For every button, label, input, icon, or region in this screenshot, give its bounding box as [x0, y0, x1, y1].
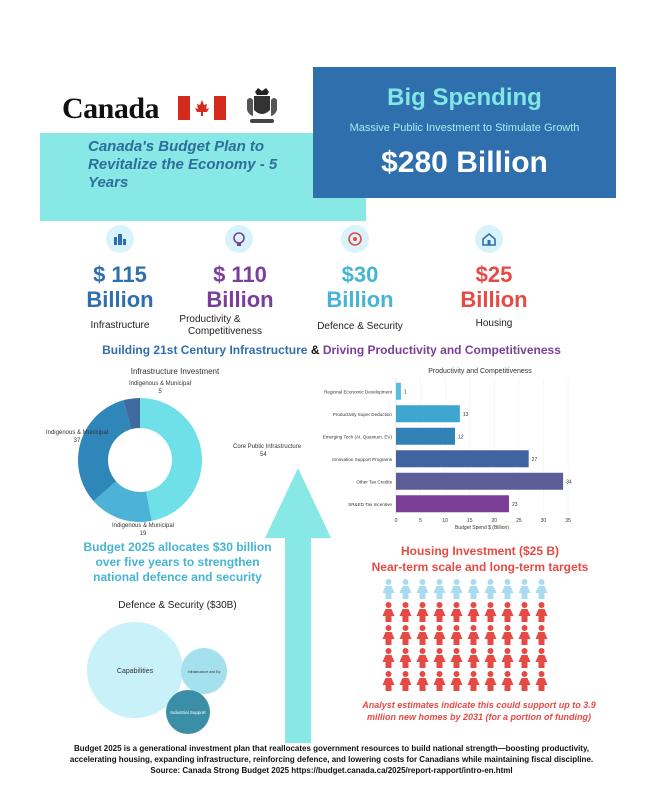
person-icon: [451, 602, 463, 622]
person-icon: [519, 648, 531, 668]
section-title-amp: &: [310, 343, 320, 357]
defence-bubble-chart: [80, 616, 240, 740]
person-icon: [434, 671, 446, 691]
person-icon: [468, 671, 480, 691]
infrastructure-amount: $ 115: [93, 262, 147, 287]
canada-wordmark: Canada: [62, 92, 160, 125]
housing-title: [330, 543, 630, 575]
person-icon: [434, 579, 446, 599]
person-icon: [417, 579, 429, 599]
person-icon: [451, 625, 463, 645]
person-icon: [383, 579, 395, 599]
footer: [40, 743, 623, 776]
person-icon: [451, 671, 463, 691]
person-icon: [536, 648, 548, 668]
bar-label-5: SR&ED Tax Incentive: [348, 501, 392, 507]
donut-title: Infrastructure Investment: [130, 367, 220, 376]
person-icon: [502, 625, 514, 645]
person-icon: [383, 625, 395, 645]
person-icon: [451, 579, 463, 599]
bar-tick-7: 35: [565, 518, 571, 524]
donut-value-mun-19: 19: [139, 531, 147, 537]
person-icon: [485, 579, 497, 599]
plan-title: Canada's Budget Plan to Revitalize the Economy - 5 Years: [88, 138, 278, 191]
person-icon: [485, 671, 497, 691]
big-spending-subtitle: Massive Public Investment to Stimulate Growth: [349, 122, 580, 134]
bar-2: [396, 428, 455, 445]
donut-label-mun-37: Indigenous & Municipal: [45, 430, 109, 436]
housing-amount: $25: [475, 262, 513, 287]
donut-value-core: 54: [260, 452, 267, 458]
bar-tick-4: 20: [491, 518, 498, 524]
housing-title-line1: Housing Investment ($25 B): [400, 544, 560, 558]
infrastructure-unit: Billion: [86, 287, 154, 312]
bar-4: [396, 473, 563, 490]
person-icon: [485, 625, 497, 645]
person-icon: [519, 602, 531, 622]
productivity-unit: Billion: [206, 287, 274, 312]
donut-value-mun-5: 5: [158, 389, 162, 395]
person-icon: [400, 648, 412, 668]
bar-value-3: 27: [531, 456, 538, 463]
person-icon: [536, 625, 548, 645]
person-icon: [417, 671, 429, 691]
big-spending-total: $280 Billion: [381, 146, 548, 179]
bar-value-4: 34: [566, 479, 572, 486]
defence-unit: Billion: [326, 287, 394, 312]
person-icon: [502, 671, 514, 691]
housing-title-line2: Near-term scale and long-term targets: [371, 560, 589, 574]
productivity-amount: $ 110: [213, 262, 267, 287]
housing-pictogram: [380, 577, 550, 692]
person-icon: [434, 602, 446, 622]
person-icon: [502, 648, 514, 668]
bar-tick-1: 5: [419, 518, 422, 524]
bar-label-1: Productivity Super Deduction: [332, 411, 392, 417]
bar-xlabel: Budget Spend $ (Billion): [455, 525, 509, 531]
analyst-note: Analyst estimates indicate this could support up to 3.9 million new homes by 2031 (for a portion of funding): [362, 700, 596, 722]
housing-icon: [475, 225, 503, 253]
bar-label-2: Emerging Tech (AI, Quantum, EV): [322, 434, 392, 440]
person-icon: [400, 625, 412, 645]
bar-0: [396, 383, 401, 400]
person-icon: [485, 648, 497, 668]
donut-slice-0: [140, 398, 202, 521]
defence-label: Defence & Security: [317, 321, 403, 332]
productivity-icon: [225, 225, 253, 253]
person-icon: [400, 602, 412, 622]
person-icon: [383, 671, 395, 691]
infrastructure-label: Infrastructure: [90, 320, 150, 331]
defence-caption: Defence & Security ($30B): [118, 600, 237, 611]
person-icon: [468, 648, 480, 668]
growth-arrow-icon: [263, 466, 333, 743]
person-icon: [434, 648, 446, 668]
person-icon: [502, 602, 514, 622]
housing-unit: Billion: [460, 287, 528, 312]
person-icon: [536, 579, 548, 599]
person-icon: [468, 625, 480, 645]
footer-source: Source: Canada Strong Budget 2025 https://budget.canada.ca/2025/report-rapport/intro-en.html: [150, 766, 513, 775]
section-title-productivity: Driving Productivity and Competitiveness: [322, 343, 561, 357]
canada-flag-icon: [178, 96, 226, 120]
big-spending-title: Big Spending: [387, 84, 542, 111]
person-icon: [400, 671, 412, 691]
person-icon: [468, 579, 480, 599]
section-title-infrastructure: Building 21st Century Infrastructure: [102, 343, 308, 357]
person-icon: [485, 602, 497, 622]
bar-tick-0: 0: [394, 518, 398, 524]
person-icon: [383, 648, 395, 668]
bubble-label-infrastructure: Infrastructure and Eq: [187, 670, 221, 674]
bar-tick-3: 15: [466, 518, 473, 524]
bar-label-3: Innovation Support Programs: [332, 456, 392, 462]
person-icon: [519, 671, 531, 691]
bar-tick-2: 10: [442, 518, 448, 524]
person-icon: [502, 579, 514, 599]
bar-value-5: 23: [512, 501, 518, 508]
bubble-label-capabilities: Capabilities: [116, 668, 154, 675]
bubble-label-industrial: Industrial Support: [170, 710, 206, 715]
bar-label-4: Other Tax Credits: [356, 479, 392, 485]
bar-label-0: Regional Economic Development: [324, 389, 392, 395]
bar-5: [396, 495, 509, 512]
coat-of-arms-icon: [244, 86, 280, 126]
donut-slice-2: [78, 400, 131, 501]
section-title: [0, 343, 663, 357]
defence-icon: [341, 225, 369, 253]
bar-value-2: 12: [457, 434, 464, 441]
person-icon: [519, 625, 531, 645]
donut-label-core: Core Public Infrastructure: [233, 444, 302, 450]
infrastructure-icon: [106, 225, 134, 253]
person-icon: [417, 648, 429, 668]
footer-line2: accelerating housing, expanding infrastructure, reinforcing defence, and lowering costs for Canadians while maintaining fiscal discipline.: [69, 755, 594, 764]
donut-value-mun-37: 37: [73, 438, 81, 444]
housing-label: Housing: [475, 318, 513, 329]
person-icon: [434, 625, 446, 645]
bar-title: Productivity and Competitiveness: [428, 368, 532, 375]
donut-label-mun-5: Indigenous & Municipal: [128, 381, 192, 387]
person-icon: [536, 602, 548, 622]
bar-3: [396, 450, 529, 467]
person-icon: [383, 602, 395, 622]
bar-1: [396, 405, 460, 422]
person-icon: [417, 625, 429, 645]
person-icon: [536, 671, 548, 691]
defence-description: Budget 2025 allocates $30 billion over five years to strengthen national defence and security: [83, 540, 272, 584]
productivity-label-line2: Competitiveness: [188, 326, 262, 337]
bar-tick-5: 25: [516, 518, 522, 524]
bar-value-0: 1: [403, 389, 407, 396]
person-icon: [417, 602, 429, 622]
defence-amount: $30: [341, 262, 379, 287]
person-icon: [519, 579, 531, 599]
footer-line1: Budget 2025 is a generational investment plan that reallocates government resources to build national strength—boosting productivity,: [73, 744, 590, 753]
bar-tick-6: 30: [540, 518, 547, 524]
bar-value-1: 13: [462, 411, 469, 418]
productivity-label-line1: Productivity &: [179, 314, 241, 325]
productivity-bar-chart: [310, 366, 590, 536]
person-icon: [468, 602, 480, 622]
donut-label-mun-19: Indigenous & Municipal: [111, 523, 175, 529]
person-icon: [400, 579, 412, 599]
person-icon: [451, 648, 463, 668]
